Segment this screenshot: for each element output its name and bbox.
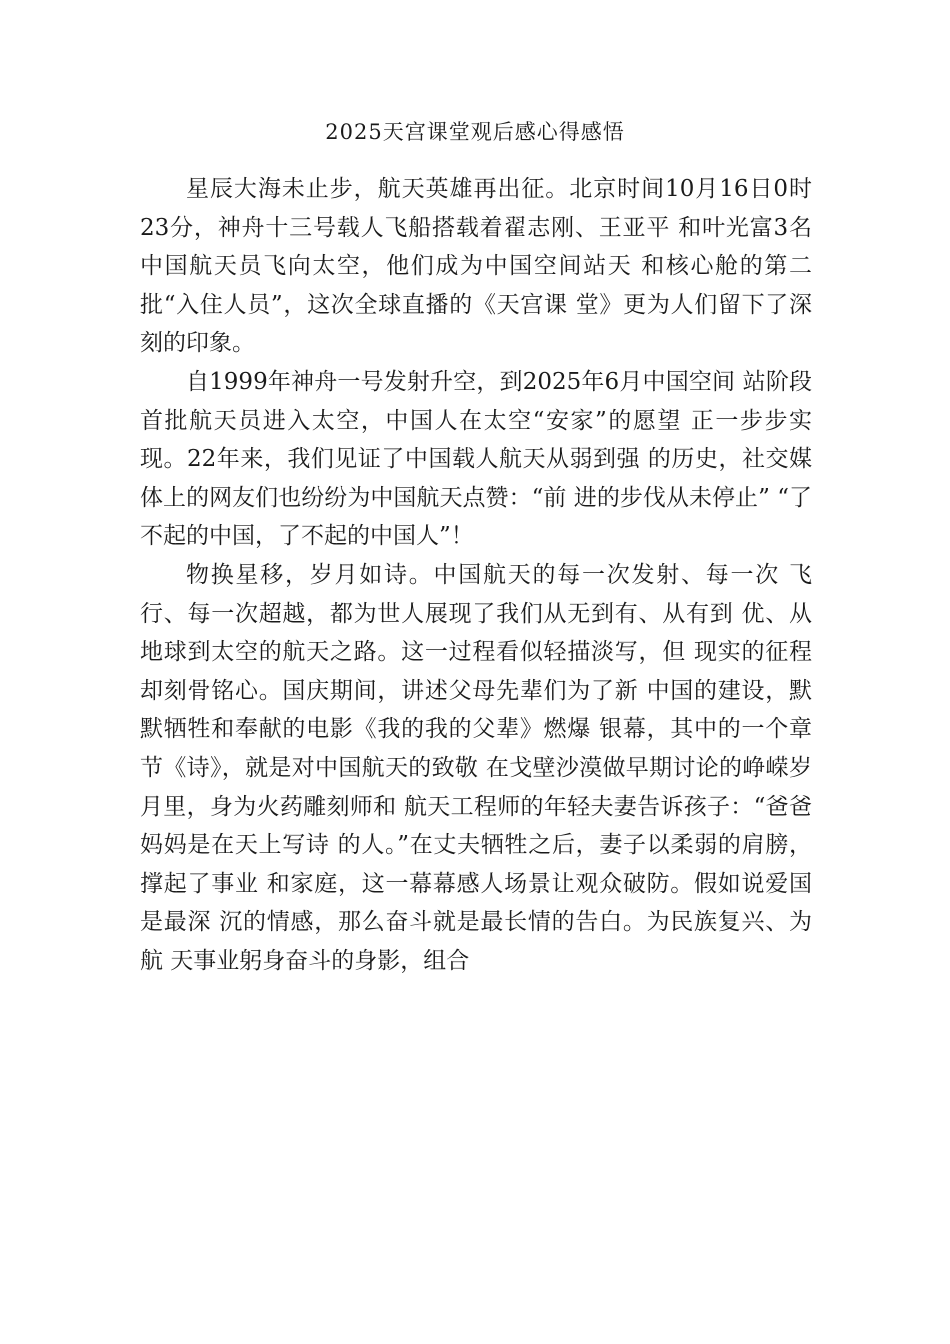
- paragraph-1: 星辰大海未止步，航天英雄再出征。北京时间10月16日0时23分，神舟十三号载人飞船搭载着翟志刚、王亚平 和叶光富3名中国航天员飞向太空，他们成为中国空间站天 和核心舱的第二批“入住人员”，这次全球直播的《天宫课 堂》更为人们留下了深刻的印象。: [140, 176, 812, 357]
- paragraph-3: 物换星移，岁月如诗。中国航天的每一次发射、每一次 飞行、每一次超越，都为世人展现了我们从无到有、从有到 优、从地球到太空的航天之路。这一过程看似轻描淡写，但 现实的征程却刻骨铭心。国庆期间，讲述父母先辈们为了新 中国的建设，默默牺牲和奉献的电影《我的我的父辈》燃爆 银幕，其中的一个章节《诗》，就是对中国航天的致敬 在戈壁沙漠做早期讨论的峥嵘岁月里，身为火药雕刻师和 航天工程师的年轻夫妻告诉孩子：“爸爸妈妈是在天上写诗 的人。”在丈夫牺牲之后，妻子以柔弱的肩膀，撑起了事业 和家庭，这一幕幕感人场景让观众破防。假如说爱国是最深 沉的情感，那么奋斗就是最长情的告白。为民族复兴、为航 天事业躬身奋斗的身影，组合: [140, 561, 812, 974]
- document-body: [140, 170, 812, 980]
- paragraph-2: 自1999年神舟一号发射升空，到2025年6月中国空间 站阶段首批航天员进入太空，中国人在太空“安家”的愿望 正一步步实现。22年来，我们见证了中国载人航天从弱到强 的历史，社交媒体上的网友们也纷纷为中国航天点赞：“前 进的步伐从未停止” “了不起的中国，了不起的中国人”！: [140, 368, 812, 550]
- document-title: 2025天宫课堂观后感心得感悟: [325, 120, 625, 144]
